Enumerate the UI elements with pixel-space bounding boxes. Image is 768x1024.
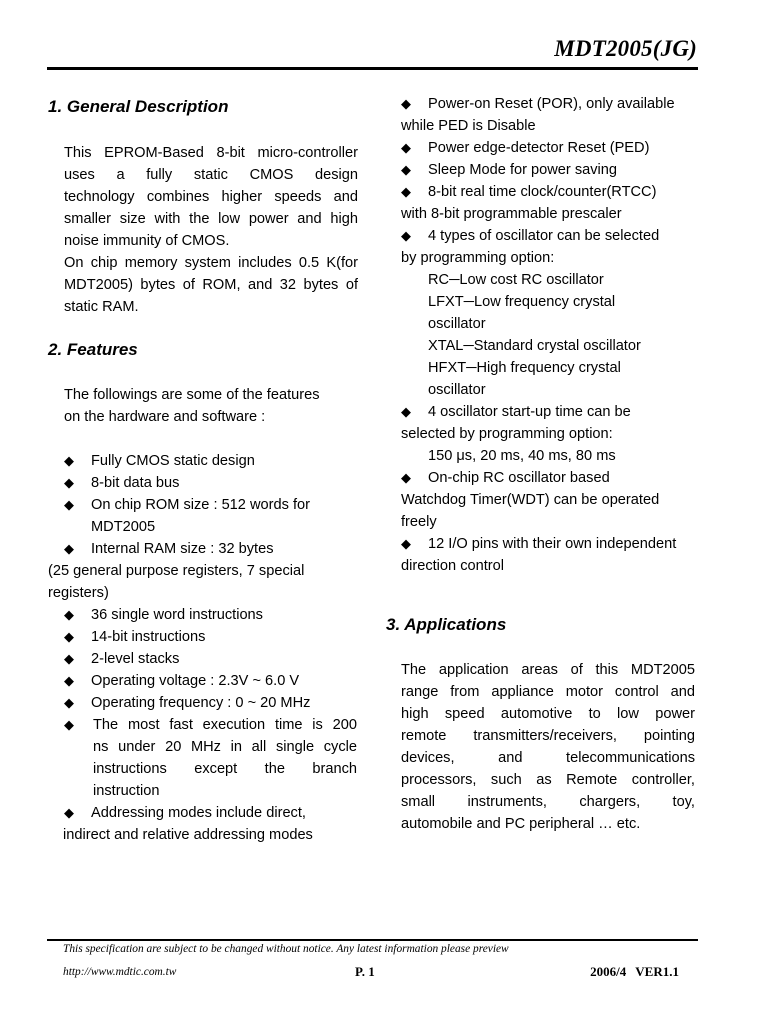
text-line: This EPROM-Based 8-bit micro-controller xyxy=(64,145,358,161)
text-line: MDT2005) bytes of ROM, and 32 bytes of xyxy=(64,277,358,293)
list-item-continuation: registers) xyxy=(48,585,109,601)
header-rule xyxy=(47,67,698,70)
list-item: ◆ Fully CMOS static design xyxy=(64,450,358,472)
text-line: On chip memory system includes 0.5 K(for xyxy=(64,255,358,271)
list-item xyxy=(64,714,358,802)
list-item: ◆ 8-bit real time clock/counter(RTCC) xyxy=(401,181,697,203)
diamond-bullet-icon: ◆ xyxy=(64,497,74,512)
list-item: ◆ On chip ROM size : 512 words for xyxy=(64,494,358,516)
list-item: ◆ Addressing modes include direct, xyxy=(64,802,358,824)
text-line: uses a fully static CMOS design xyxy=(64,167,358,183)
list-item: ◆ 12 I/O pins with their own independent xyxy=(401,533,697,555)
features-intro xyxy=(64,384,358,428)
list-item: ◆ 36 single word instructions xyxy=(64,604,358,626)
text-line: devices, and telecommunications xyxy=(401,750,695,766)
diamond-bullet-icon: ◆ xyxy=(64,607,74,622)
oscillator-option: oscillator xyxy=(428,316,486,332)
diamond-bullet-icon: ◆ xyxy=(64,629,74,644)
diamond-bullet-icon: ◆ xyxy=(401,96,411,111)
list-item: ◆ 4 types of oscillator can be selected xyxy=(401,225,697,247)
diamond-bullet-icon: ◆ xyxy=(64,673,74,688)
list-item-continuation: Watchdog Timer(WDT) can be operated xyxy=(401,492,660,508)
list-item: ◆ 8-bit data bus xyxy=(64,472,358,494)
diamond-bullet-icon: ◆ xyxy=(64,651,74,666)
list-item-continuation: by programming option: xyxy=(401,250,555,266)
list-item: ◆ Operating voltage : 2.3V ~ 6.0 V xyxy=(64,670,358,692)
text-line: ns under 20 MHz in all single cycle xyxy=(93,739,357,755)
text-line: on the hardware and software : xyxy=(64,409,266,425)
version-label: 2006/4 VER1.1 xyxy=(590,964,679,979)
section-heading-general: 1. General Description xyxy=(48,97,229,116)
startup-time-values: 150 μs, 20 ms, 40 ms, 80 ms xyxy=(428,448,616,464)
diamond-bullet-icon: ◆ xyxy=(64,695,74,710)
diamond-bullet-icon: ◆ xyxy=(401,404,411,419)
list-item-continuation: MDT2005 xyxy=(91,519,156,535)
list-item-continuation: direction control xyxy=(401,558,505,574)
list-item: ◆ Power-on Reset (POR), only available xyxy=(401,93,697,115)
diamond-bullet-icon: ◆ xyxy=(401,470,411,485)
list-item: ◆ Internal RAM size : 32 bytes xyxy=(64,538,358,560)
list-item-continuation: indirect and relative addressing modes xyxy=(63,827,313,843)
text-line: technology combines higher speeds and xyxy=(64,189,358,205)
footer-disclaimer: This specification are subject to be changed without notice. Any latest information please preview xyxy=(63,943,509,955)
text-line: The followings are some of the features xyxy=(64,387,320,403)
diamond-bullet-icon: ◆ xyxy=(64,453,74,468)
list-item-continuation: freely xyxy=(401,514,437,530)
diamond-bullet-icon: ◆ xyxy=(401,228,411,243)
list-item: ◆ 14-bit instructions xyxy=(64,626,358,648)
oscillator-option: oscillator xyxy=(428,382,486,398)
diamond-bullet-icon: ◆ xyxy=(401,536,411,551)
text-line: automobile and PC peripheral … etc. xyxy=(401,816,641,832)
text-line: static RAM. xyxy=(64,299,139,315)
text-line: instruction xyxy=(93,783,160,799)
oscillator-option: RC─Low cost RC oscillator xyxy=(428,272,604,288)
text-line: small instruments, chargers, toy, xyxy=(401,794,695,810)
list-item: ◆ Operating frequency : 0 ~ 20 MHz xyxy=(64,692,358,714)
footer-rule xyxy=(47,939,698,941)
section-heading-applications: 3. Applications xyxy=(386,615,507,634)
section-heading-features: 2. Features xyxy=(48,340,138,359)
text-line: range from appliance motor control and xyxy=(401,684,695,700)
oscillator-option: LFXT─Low frequency crystal xyxy=(428,294,616,310)
text-line: instructions except the branch xyxy=(93,761,357,777)
diamond-bullet-icon: ◆ xyxy=(64,541,74,556)
text-line: The application areas of this MDT2005 xyxy=(401,662,695,678)
document-code: MDT2005(JG) xyxy=(554,36,697,61)
diamond-bullet-icon: ◆ xyxy=(64,717,74,732)
general-description-text xyxy=(64,142,358,318)
list-item-continuation: (25 general purpose registers, 7 special xyxy=(48,563,305,579)
diamond-bullet-icon: ◆ xyxy=(401,140,411,155)
list-item: ◆ On-chip RC oscillator based xyxy=(401,467,697,489)
oscillator-option: XTAL─Standard crystal oscillator xyxy=(428,338,641,354)
features-list-continued xyxy=(401,93,697,577)
text-line: The most fast execution time is 200 xyxy=(93,717,357,733)
applications-text xyxy=(401,659,695,835)
list-item-continuation: selected by programming option: xyxy=(401,426,613,442)
diamond-bullet-icon: ◆ xyxy=(401,184,411,199)
text-line: remote transmitters/receivers, pointing xyxy=(401,728,695,744)
features-list xyxy=(48,450,358,846)
list-item: ◆ Sleep Mode for power saving xyxy=(401,159,697,181)
page-number: P. 1 xyxy=(355,964,375,979)
diamond-bullet-icon: ◆ xyxy=(64,475,74,490)
list-item: ◆ 2-level stacks xyxy=(64,648,358,670)
text-line: high speed automotive to low power xyxy=(401,706,695,722)
footer-url: http://www.mdtic.com.tw xyxy=(63,966,177,978)
diamond-bullet-icon: ◆ xyxy=(401,162,411,177)
list-item: ◆ Power edge-detector Reset (PED) xyxy=(401,137,697,159)
diamond-bullet-icon: ◆ xyxy=(64,805,74,820)
list-item-continuation: while PED is Disable xyxy=(401,118,536,134)
text-line: noise immunity of CMOS. xyxy=(64,233,230,249)
text-line: smaller size with the low power and high xyxy=(64,211,358,227)
list-item: ◆ 4 oscillator start-up time can be xyxy=(401,401,697,423)
text-line: processors, such as Remote controller, xyxy=(401,772,695,788)
list-item-continuation: with 8-bit programmable prescaler xyxy=(401,206,622,222)
oscillator-option: HFXT─High frequency crystal xyxy=(428,360,621,376)
